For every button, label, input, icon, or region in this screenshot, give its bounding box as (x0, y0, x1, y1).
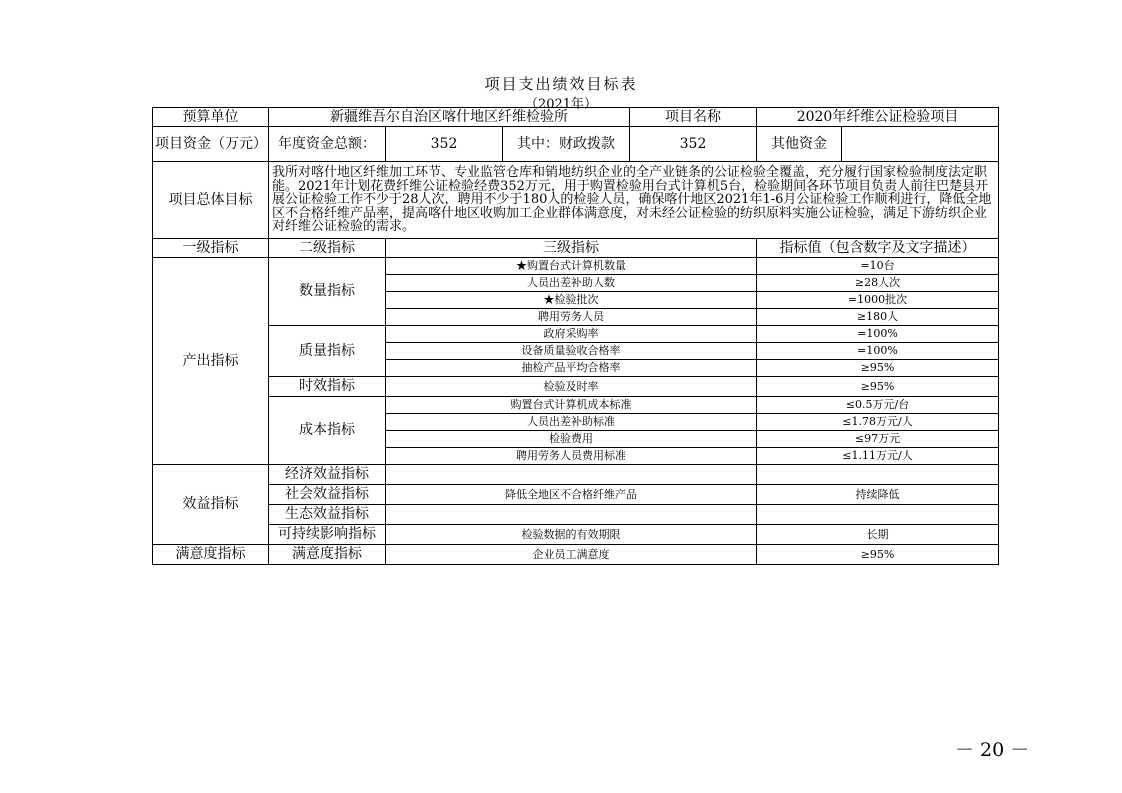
table-title: 项目支出绩效目标表 (484, 75, 638, 93)
indicator-value: ≥180人 (757, 309, 999, 326)
indicator-value: =1000批次 (757, 292, 999, 309)
overall-goal-text: 我所对喀什地区纤维加工环节、专业监管仓库和销地纺织企业的全产业链条的公证检验全覆盖，充分履行国家检验制度法定职能。2021年计划花费纤维公证检验经费352万元，用于购置检验用台式计算机5台，检验期间各环节项目负责人前往巴楚县开展公证检验工作不少于28人次，聘用不少于180人的检验人员，确保喀什地区2021年1-6月公证检验工作顺利进行，降低全地区不合格纤维产品率，提高喀什地区收购加工企业群体满意度，对未经公证检验的纺织原料实施公证检验，满足下游纺织企业对纤维公证检验的需求。 (269, 162, 999, 239)
indicator-name (386, 465, 757, 485)
indicator-value: ≥95% (757, 545, 999, 565)
indicator-name: 人员出差补助人数 (386, 275, 757, 292)
other-funds-label: 其他资金 (757, 127, 842, 162)
sustainable-impact-label: 可持续影响指标 (269, 525, 386, 545)
timeliness-indicator-label: 时效指标 (269, 377, 386, 397)
column-header-level2: 二级指标 (269, 239, 386, 258)
satisfaction-sub-label: 满意度指标 (269, 545, 386, 565)
indicator-value (757, 505, 999, 525)
economic-benefit-label: 经济效益指标 (269, 465, 386, 485)
annual-total-value: 352 (386, 127, 503, 162)
annual-total-label: 年度资金总额： (269, 127, 386, 162)
indicator-name: 人员出差补助标准 (386, 414, 757, 431)
indicator-name: 检验及时率 (386, 377, 757, 397)
indicator-name: 企业员工满意度 (386, 545, 757, 565)
column-header-level3: 三级指标 (386, 239, 757, 258)
indicator-name: 购置台式计算机成本标准 (386, 397, 757, 414)
indicator-name (386, 505, 757, 525)
quality-indicator-label: 质量指标 (269, 326, 386, 377)
satisfaction-indicator-label: 满意度指标 (153, 545, 269, 565)
indicator-value: =100% (757, 343, 999, 360)
indicator-value: ≥95% (757, 360, 999, 377)
social-benefit-label: 社会效益指标 (269, 485, 386, 505)
benefit-indicator-label: 效益指标 (153, 465, 269, 545)
indicator-name: ★检验批次 (386, 292, 757, 309)
page-number: － 20 － (955, 739, 1030, 761)
indicator-value: ≤1.11万元/人 (757, 448, 999, 465)
indicator-name: 设备质量验收合格率 (386, 343, 757, 360)
table-subtitle: （2021年） (524, 97, 598, 112)
indicator-name: 政府采购率 (386, 326, 757, 343)
column-header-value: 指标值（包含数字及文字描述） (757, 239, 999, 258)
indicator-name: 聘用劳务人员 (386, 309, 757, 326)
project-name-label: 项目名称 (630, 108, 757, 127)
ecological-benefit-label: 生态效益指标 (269, 505, 386, 525)
indicator-value: =100% (757, 326, 999, 343)
overall-goal-label: 项目总体目标 (153, 162, 269, 239)
cost-indicator-label: 成本指标 (269, 397, 386, 465)
quantity-indicator-label: 数量指标 (269, 258, 386, 326)
funds-label: 项目资金（万元） (153, 127, 269, 162)
fiscal-value: 352 (630, 127, 757, 162)
project-name-value: 2020年纤维公证检验项目 (757, 108, 999, 127)
indicator-name: 聘用劳务人员费用标准 (386, 448, 757, 465)
indicator-name: ★购置台式计算机数量 (386, 258, 757, 275)
budget-unit-label: 预算单位 (153, 108, 269, 127)
output-indicator-label: 产出指标 (153, 258, 269, 465)
indicator-value (757, 465, 999, 485)
indicator-name: 抽检产品平均合格率 (386, 360, 757, 377)
column-header-level1: 一级指标 (153, 239, 269, 258)
other-funds-value (842, 127, 999, 162)
fiscal-label: 其中：财政拨款 (503, 127, 630, 162)
indicator-value: ≤0.5万元/台 (757, 397, 999, 414)
indicator-name: 检验数据的有效期限 (386, 525, 757, 545)
indicator-value: ≥95% (757, 377, 999, 397)
performance-table (152, 107, 999, 565)
budget-unit-value: 新疆维吾尔自治区喀什地区纤维检验所 (269, 108, 630, 127)
indicator-value: ≥28人次 (757, 275, 999, 292)
indicator-value: ≤1.78万元/人 (757, 414, 999, 431)
indicator-name: 检验费用 (386, 431, 757, 448)
indicator-name: 降低全地区不合格纤维产品 (386, 485, 757, 505)
indicator-value: =10台 (757, 258, 999, 275)
indicator-value: 长期 (757, 525, 999, 545)
indicator-value: ≤97万元 (757, 431, 999, 448)
indicator-value: 持续降低 (757, 485, 999, 505)
